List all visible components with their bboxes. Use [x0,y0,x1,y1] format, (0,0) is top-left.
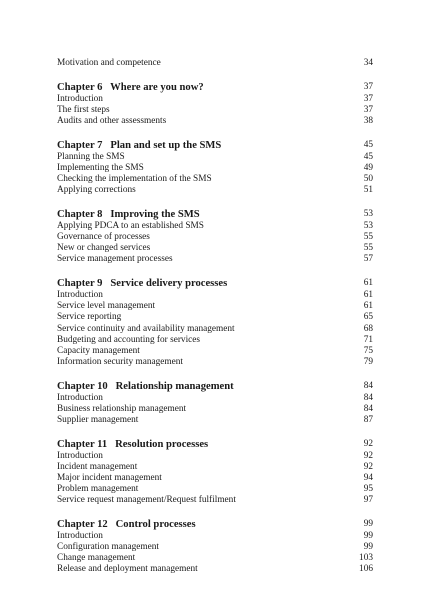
toc-entry-title: Audits and other assessments [57,116,167,127]
chapter-section [57,380,373,426]
toc-entry-page: 61 [363,301,373,312]
chapter-heading [57,208,373,221]
toc-entry-title: Configuration management [57,542,159,553]
toc-entry [57,393,373,404]
toc-entry [57,357,373,368]
toc-entry [57,174,373,185]
chapter-section [57,438,373,507]
toc-entry-page: 87 [363,414,373,425]
chapter-heading-title: Chapter 6 Where are you now? [57,81,204,93]
toc-entry [57,531,373,542]
toc-entry-page: 61 [363,290,373,301]
toc-entry-title: The first steps [57,104,110,115]
toc-entry-title: Supplier management [57,414,139,425]
toc-entry-page: 94 [363,472,373,483]
toc-entry [57,473,373,484]
toc-entry [57,232,373,243]
toc-entry-page: 37 [363,93,373,104]
toc-entry-title: Incident management [57,461,138,472]
chapter-heading [57,380,373,393]
toc-entry [57,451,373,462]
toc-entry [57,116,373,127]
toc-entry-page: 99 [363,542,373,553]
toc-entry [57,346,373,357]
chapter-section [57,518,373,576]
toc-entry-title: Checking the implementation of the SMS [57,174,212,185]
chapter-heading-page: 92 [363,438,373,449]
chapter-heading [57,139,373,152]
toc-entry [57,243,373,254]
chapter-section [57,277,373,368]
chapter-heading-title: Chapter 12 Control processes [57,518,196,530]
toc-entry-title: Motivation and competence [57,58,161,68]
toc-entry [57,163,373,174]
chapter-heading-page: 61 [363,278,373,289]
toc-entry-page: 51 [363,185,373,196]
chapter-heading-page: 45 [363,139,373,150]
toc-entry-page: 84 [363,392,373,403]
toc-entry [57,495,373,506]
toc-entry-title: Introduction [57,93,103,104]
table-of-contents [57,58,373,575]
toc-entry-page: 106 [359,564,373,575]
toc-entry-title: Introduction [57,531,103,541]
chapter-section [57,139,373,197]
toc-entry-title: Capacity management [57,345,140,356]
toc-entry-page: 71 [363,334,373,345]
chapter-section [57,81,373,127]
toc-entry-title: Information security management [57,356,183,367]
chapter-heading-title: Chapter 8 Improving the SMS [57,208,200,220]
toc-entry-page: 84 [363,403,373,414]
toc-entry-title: Applying PDCA to an established SMS [57,221,204,232]
toc-entry-title: Planning the SMS [57,151,125,162]
toc-entry-page: 92 [363,461,373,472]
chapter-heading-title: Chapter 11 Resolution processes [57,438,209,450]
toc-entry [57,542,373,553]
toc-entry [57,152,373,163]
toc-entry-title: Service level management [57,301,156,312]
toc-entry [57,301,373,312]
chapter-list [57,81,373,576]
toc-entry [57,185,373,196]
toc-entry-page: 95 [363,484,373,495]
toc-entry-title: Service reporting [57,312,122,323]
toc-entry-page: 92 [363,450,373,461]
chapter-heading-page: 53 [363,208,373,219]
toc-entry-title: Budgeting and accounting for services [57,334,201,345]
toc-entry-page: 65 [363,312,373,323]
toc-entry-page: 75 [363,345,373,356]
chapter-heading-page: 99 [363,518,373,529]
chapter-heading [57,518,373,531]
toc-entry [57,105,373,116]
chapter-heading-title: Chapter 10 Relationship management [57,380,234,392]
toc-entry-title: Service management processes [57,254,173,265]
toc-entry-title: Introduction [57,450,103,461]
toc-entry-title: New or changed services [57,243,151,254]
toc-entry-page: 57 [363,254,373,265]
toc-entry-page: 38 [363,116,373,127]
chapter-heading-page: 37 [363,81,373,92]
chapter-heading [57,438,373,451]
toc-entry-page: 103 [359,553,373,564]
toc-entry [57,564,373,575]
chapter-heading-title: Chapter 7 Plan and set up the SMS [57,139,222,151]
toc-entry-page: 50 [363,174,373,185]
toc-entry-title: Implementing the SMS [57,163,144,174]
toc-entry-title: Release and deployment management [57,564,198,575]
toc-entry-title: Service request management/Request fulfilment [57,495,236,506]
toc-entry-page: 34 [363,58,373,68]
toc-entry-title: Service continuity and availability management [57,323,235,334]
chapter-heading [57,81,373,94]
toc-entry-page: 99 [363,531,373,541]
toc-entry [57,58,373,69]
toc-entry [57,254,373,265]
chapter-section [57,208,373,266]
toc-entry-title: Introduction [57,290,103,301]
toc-entry [57,335,373,346]
toc-entry-page: 53 [363,221,373,232]
toc-entry-page: 45 [363,151,373,162]
toc-entry-page: 68 [363,323,373,334]
chapter-heading-title: Chapter 9 Service delivery processes [57,278,228,290]
toc-entry-title: Governance of processes [57,232,150,243]
toc-entry-title: Applying corrections [57,185,136,196]
toc-entry-page: 55 [363,243,373,254]
toc-entry [57,553,373,564]
toc-entry [57,290,373,301]
toc-entry [57,404,373,415]
chapter-heading-page: 84 [363,380,373,391]
toc-entry-page: 37 [363,104,373,115]
toc-entry-page: 97 [363,495,373,506]
toc-entry-title: Major incident management [57,472,162,483]
toc-entry [57,324,373,335]
toc-entry-title: Business relationship management [57,403,187,414]
toc-entry [57,484,373,495]
chapter-heading [57,277,373,290]
toc-entry [57,462,373,473]
toc-entry-page: 49 [363,163,373,174]
toc-entry-title: Introduction [57,392,103,403]
toc-entry-page: 55 [363,232,373,243]
toc-entry-title: Change management [57,553,136,564]
toc-entry [57,312,373,323]
toc-entry-page: 79 [363,356,373,367]
toc-entry [57,94,373,105]
toc-entry [57,221,373,232]
toc-entry [57,415,373,426]
toc-entry-title: Problem management [57,484,139,495]
